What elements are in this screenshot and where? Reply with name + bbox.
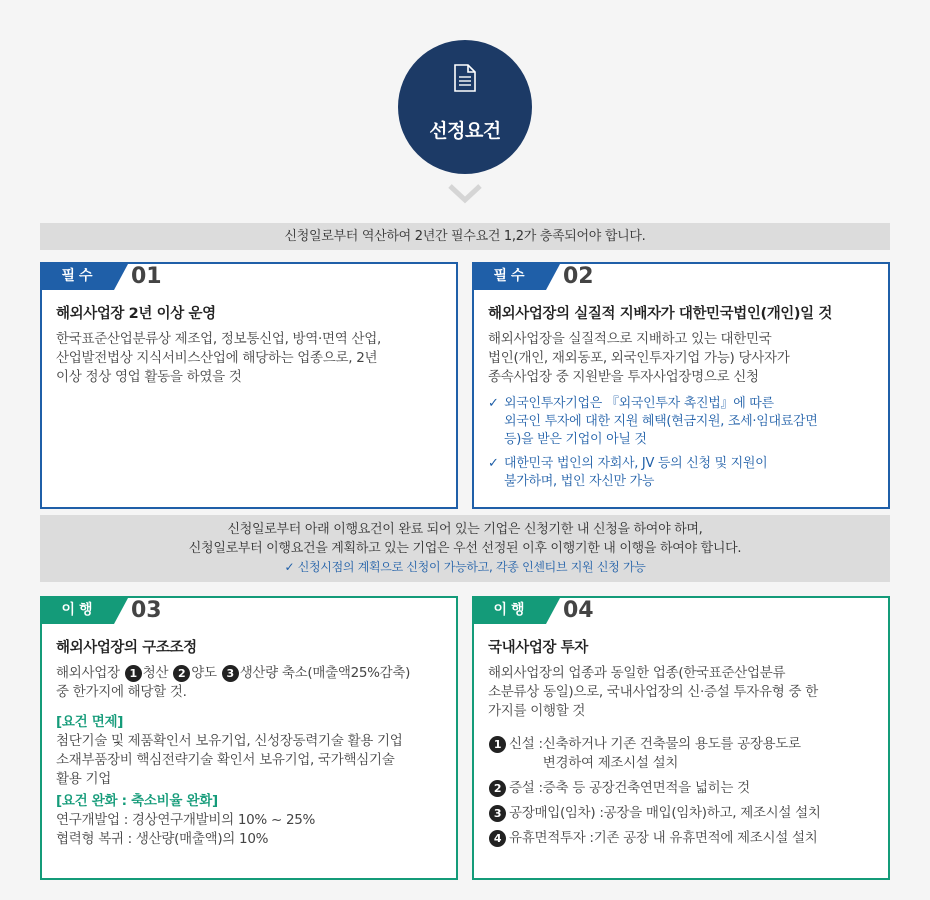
chevron-down-icon xyxy=(448,184,482,204)
tag-badge xyxy=(474,264,570,290)
text-line: 종속사업장 중 지원받을 투자사업장명으로 신청 xyxy=(488,369,759,385)
card-description xyxy=(56,330,448,387)
check-icon: ✓ xyxy=(488,456,499,471)
text-line: 협력형 복귀 : 생산량(매출액)의 10% xyxy=(56,831,269,847)
text-line: 소분류상 동일)으로, 국내사업장의 신·증설 투자유형 중 한 xyxy=(488,684,818,700)
text-line: 해외사업장의 업종과 동일한 업종(한국표준산업분류 xyxy=(488,665,786,681)
card-title: 해외사업장의 실질적 지배자가 대한민국법인(개인)일 것 xyxy=(488,306,833,322)
tag-label: 필수 xyxy=(61,268,97,284)
list-item xyxy=(488,804,880,823)
text-line: 불가하며, 법인 자신만 가능 xyxy=(504,474,655,489)
card-number: 01 xyxy=(131,264,162,289)
notice-implementation xyxy=(40,515,890,582)
page-title: 선정요건 xyxy=(429,120,501,142)
exempt-heading: [요건 면제] xyxy=(56,714,124,730)
requirement-card-02 xyxy=(472,262,890,509)
requirement-card-04 xyxy=(472,596,890,880)
header-badge xyxy=(398,40,532,174)
text-span: 변경하여 제조시설 설치 xyxy=(542,755,679,771)
notice-line: 신청일로부터 이행요건을 계획하고 있는 기업은 우선 선정된 이후 이행기한 내 이행을 하여야 합니다. xyxy=(188,541,742,556)
card-title: 해외사업장 2년 이상 운영 xyxy=(56,306,216,322)
number-badge: 2 xyxy=(173,665,190,682)
text-line: 법인(개인, 재외동포, 외국인투자기업 가능) 당사자가 xyxy=(488,350,790,366)
text-line: 외국인투자기업은 『외국인투자 촉진법』에 따른 xyxy=(504,396,774,411)
notice-line: 신청일로부터 아래 이행요건이 완료 되어 있는 기업은 신청기한 내 신청을 하여야 하며, xyxy=(227,522,703,537)
document-icon xyxy=(454,64,476,92)
check-note xyxy=(488,395,880,449)
card-description xyxy=(488,664,880,854)
text-span: 생산량 축소(매출액25%감축) xyxy=(239,665,411,681)
text-line: 첨단기술 및 제품확인서 보유기업, 신성장동력기술 활용 기업 xyxy=(56,733,403,749)
text-span: 신축하거나 기존 건축물의 용도를 공장용도로 xyxy=(542,736,801,752)
investment-type-list xyxy=(488,735,880,848)
text-line: 활용 기업 xyxy=(56,771,111,787)
text-span: 청산 xyxy=(142,665,169,681)
text-line: 대한민국 법인의 자회사, JV 등의 신청 및 지원이 xyxy=(504,456,768,471)
item-desc: 증축 등 공장건축연면적을 넓히는 것 xyxy=(542,780,750,796)
card-number: 02 xyxy=(563,264,594,289)
notice-check: ✓ 신청시점의 계획으로 신청이 가능하고, 각종 인센티브 지원 신청 가능 xyxy=(284,560,646,574)
tag-badge xyxy=(42,264,138,290)
tag-label: 필수 xyxy=(493,268,529,284)
text-span: 해외사업장 xyxy=(56,665,120,681)
text-span: 양도 xyxy=(191,665,217,681)
item-desc: 공장을 매입(임차)하고, 제조시설 설치 xyxy=(603,805,821,821)
tag-badge xyxy=(42,598,138,624)
card-number: 03 xyxy=(131,598,162,623)
requirement-card-03 xyxy=(40,596,458,880)
check-icon: ✓ xyxy=(488,396,499,411)
text-line: 이상 정상 영업 활동을 하였을 것 xyxy=(56,369,242,385)
list-item xyxy=(488,735,880,773)
item-desc xyxy=(543,735,880,773)
relax-heading: [요건 완화 : 축소비율 완화] xyxy=(56,793,218,809)
notice-required: 신청일로부터 역산하여 2년간 필수요건 1,2가 충족되어야 합니다. xyxy=(40,223,890,250)
text-line: 연구개발업 : 경상연구개발비의 10% ~ 25% xyxy=(56,812,316,828)
list-item xyxy=(488,779,880,798)
requirement-card-01 xyxy=(40,262,458,509)
card-description xyxy=(488,330,880,491)
text-line: 해외사업장을 실질적으로 지배하고 있는 대한민국 xyxy=(488,331,772,347)
card-title: 국내사업장 투자 xyxy=(488,640,588,656)
card-number: 04 xyxy=(563,598,594,623)
number-badge: 3 xyxy=(489,805,506,822)
card-description xyxy=(56,664,448,849)
item-label: 증설 : xyxy=(509,780,543,796)
text-line: 등)을 받은 기업이 아닐 것 xyxy=(504,432,647,447)
text-line: 한국표준산업분류상 제조업, 정보통신업, 방역·면역 산업, xyxy=(56,331,381,347)
text-line: 산업발전법상 지식서비스산업에 해당하는 업종으로, 2년 xyxy=(56,350,378,366)
text-line: 소재부품장비 핵심전략기술 확인서 보유기업, 국가핵심기술 xyxy=(56,752,395,768)
number-badge: 1 xyxy=(489,736,506,753)
check-note xyxy=(488,455,880,491)
text-line: 가지를 이행할 것 xyxy=(488,703,586,719)
intro-line xyxy=(56,664,448,683)
text-line: 중 한가지에 해당할 것. xyxy=(56,684,187,700)
card-title: 해외사업장의 구조조정 xyxy=(56,640,197,656)
list-item xyxy=(488,829,880,848)
tag-label: 이행 xyxy=(61,602,97,618)
number-badge: 4 xyxy=(489,830,506,847)
item-label: 공장매입(임차) : xyxy=(509,805,604,821)
number-badge: 2 xyxy=(489,780,506,797)
tag-label: 이행 xyxy=(493,602,529,618)
number-badge: 3 xyxy=(222,665,239,682)
tag-badge xyxy=(474,598,570,624)
number-badge: 1 xyxy=(125,665,142,682)
item-label: 유휴면적투자 : xyxy=(509,830,594,846)
text-line: 외국인 투자에 대한 지원 혜택(현금지원, 조세·임대료감면 xyxy=(504,414,818,429)
item-desc: 기존 공장 내 유휴면적에 제조시설 설치 xyxy=(593,830,818,846)
item-label: 신설 : xyxy=(509,736,543,752)
